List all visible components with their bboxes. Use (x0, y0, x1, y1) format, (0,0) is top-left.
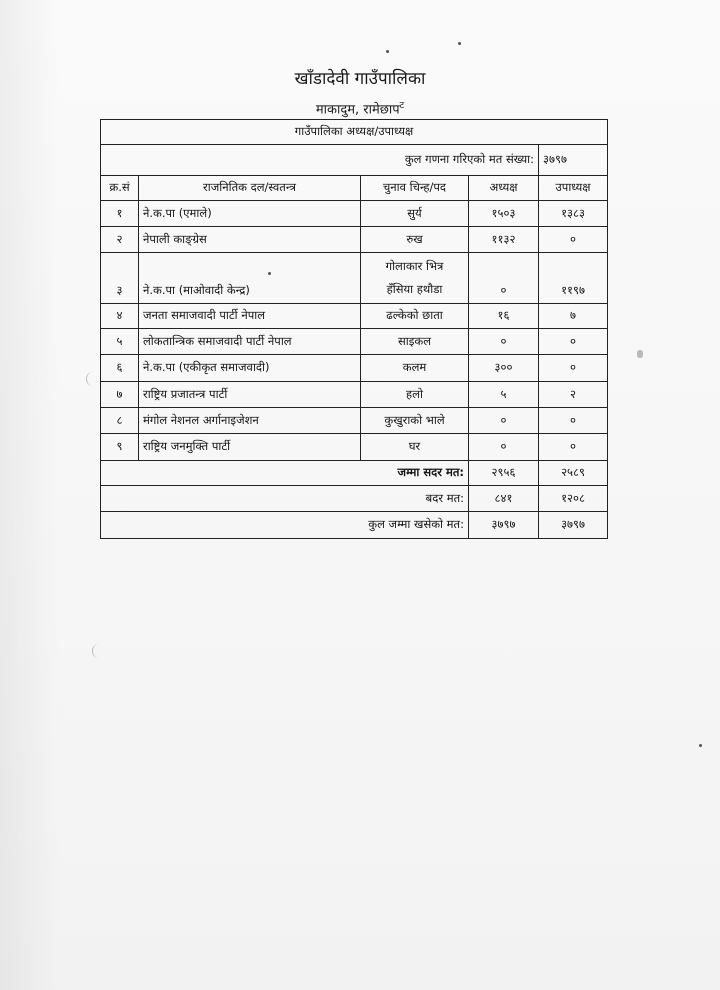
total-cast-chair: ३७९७ (469, 512, 539, 539)
total-count-row (101, 145, 608, 176)
row-serial: १ (101, 201, 139, 227)
total-cast-vice: ३७९७ (539, 512, 608, 539)
row-party: ने.क.पा (एमाले) (139, 201, 361, 227)
header-vice: उपाध्यक्ष (539, 176, 608, 201)
row-serial: ५ (101, 329, 139, 355)
ink-speck (699, 744, 702, 747)
row-serial: ७ (101, 382, 139, 408)
invalid-votes-vice: १२०८ (539, 486, 608, 512)
row-symbol: कलम (361, 355, 469, 382)
valid-votes-chair: २९५६ (469, 461, 539, 486)
results-table-wrapper (100, 119, 607, 552)
ink-speck (386, 50, 389, 53)
table-row (101, 434, 608, 461)
valid-votes-label: जम्मा सदर मत: (101, 461, 469, 486)
total-cast-row (101, 512, 608, 539)
row-chair-votes: १६ (469, 304, 539, 329)
row-serial: ८ (101, 408, 139, 434)
paper-smudge (637, 350, 643, 358)
header-row (101, 176, 608, 201)
paper-edge-shadow (0, 0, 60, 990)
table-row (101, 382, 608, 408)
row-symbol: सुर्य (361, 201, 469, 227)
row-vice-votes: ० (539, 408, 608, 434)
valid-votes-vice: २५८९ (539, 461, 608, 486)
row-symbol: रुख (361, 227, 469, 253)
document-subtitle-text: माकादुम, रामेछाप (315, 102, 400, 118)
invalid-votes-label: बदर मत: (101, 486, 469, 512)
table-row (101, 227, 608, 253)
row-vice-votes: ० (539, 355, 608, 382)
results-table (100, 119, 608, 539)
row-serial: ६ (101, 355, 139, 382)
header-symbol: चुनाव चिन्ह/पद (361, 176, 469, 201)
document-title: खाँडादेवी गाउँपालिका (294, 69, 426, 89)
table-row (101, 355, 608, 382)
row-party: ने.क.पा (एकीकृत समाजवादी) (139, 355, 361, 382)
row-chair-votes: ५ (469, 382, 539, 408)
ink-speck (268, 272, 271, 275)
row-serial: ४ (101, 304, 139, 329)
valid-votes-row (101, 461, 608, 486)
row-chair-votes: ११३२ (469, 227, 539, 253)
punch-hole-mark (92, 644, 105, 658)
row-vice-votes: ७ (539, 304, 608, 329)
row-party: नेपाली काङ्ग्रेस (139, 227, 361, 253)
total-cast-label: कुल जम्मा खसेको मत: (101, 512, 469, 539)
header-party: राजनितिक दल/स्वतन्त्र (139, 176, 361, 201)
invalid-votes-chair: ८४१ (469, 486, 539, 512)
row-serial: २ (101, 227, 139, 253)
table-row (101, 201, 608, 227)
document-subtitle (0, 98, 720, 117)
table-row (101, 329, 608, 355)
row-vice-votes: ० (539, 227, 608, 253)
invalid-votes-row (101, 486, 608, 512)
table-caption-row (101, 120, 608, 145)
row-party: जनता समाजवादी पार्टी नेपाल (139, 304, 361, 329)
row-chair-votes: ० (469, 329, 539, 355)
row-chair-votes: ० (469, 408, 539, 434)
row-party: लोकतान्त्रिक समाजवादी पार्टी नेपाल (139, 329, 361, 355)
row-vice-votes: ० (539, 434, 608, 461)
row-symbol: घर (361, 434, 469, 461)
header-chair: अध्यक्ष (469, 176, 539, 201)
row-vice-votes: ० (539, 329, 608, 355)
row-vice-votes: ११९७ (539, 253, 608, 304)
row-party: मंगोल नेशनल अर्गानाइजेशन (139, 408, 361, 434)
row-party: राष्ट्रिय प्रजातन्त्र पार्टी (139, 382, 361, 408)
row-serial: ९ (101, 434, 139, 461)
row-symbol: ढल्केको छाता (361, 304, 469, 329)
row-party: राष्ट्रिय जनमुक्ति पार्टी (139, 434, 361, 461)
row-chair-votes: १५०३ (469, 201, 539, 227)
table-row (101, 304, 608, 329)
row-symbol-line1: गोलाकार भित्र (385, 259, 444, 274)
row-symbol (361, 253, 469, 304)
row-party: ने.क.पा (माओवादी केन्द्र) (139, 253, 361, 304)
subtitle-handwritten-mark: ट (399, 101, 405, 111)
ink-speck (458, 42, 461, 45)
row-chair-votes: ३०० (469, 355, 539, 382)
row-serial: ३ (101, 253, 139, 304)
header-serial: क्र.सं (101, 176, 139, 201)
row-chair-votes: ० (469, 253, 539, 304)
row-symbol: हलो (361, 382, 469, 408)
row-chair-votes: ० (469, 434, 539, 461)
table-row (101, 408, 608, 434)
total-count-label: कुल गणना गरिएको मत संख्या: (101, 145, 539, 176)
total-count-value: ३७९७ (539, 145, 608, 176)
row-symbol: कुखुराको भाले (361, 408, 469, 434)
punch-hole-mark (86, 372, 99, 386)
row-vice-votes: १३८३ (539, 201, 608, 227)
table-caption: गाउँपालिका अध्यक्ष/उपाध्यक्ष (101, 120, 608, 145)
row-symbol-line2: हँसिया हथौडा (386, 281, 443, 296)
row-vice-votes: २ (539, 382, 608, 408)
row-symbol: साइकल (361, 329, 469, 355)
table-row (101, 253, 608, 304)
